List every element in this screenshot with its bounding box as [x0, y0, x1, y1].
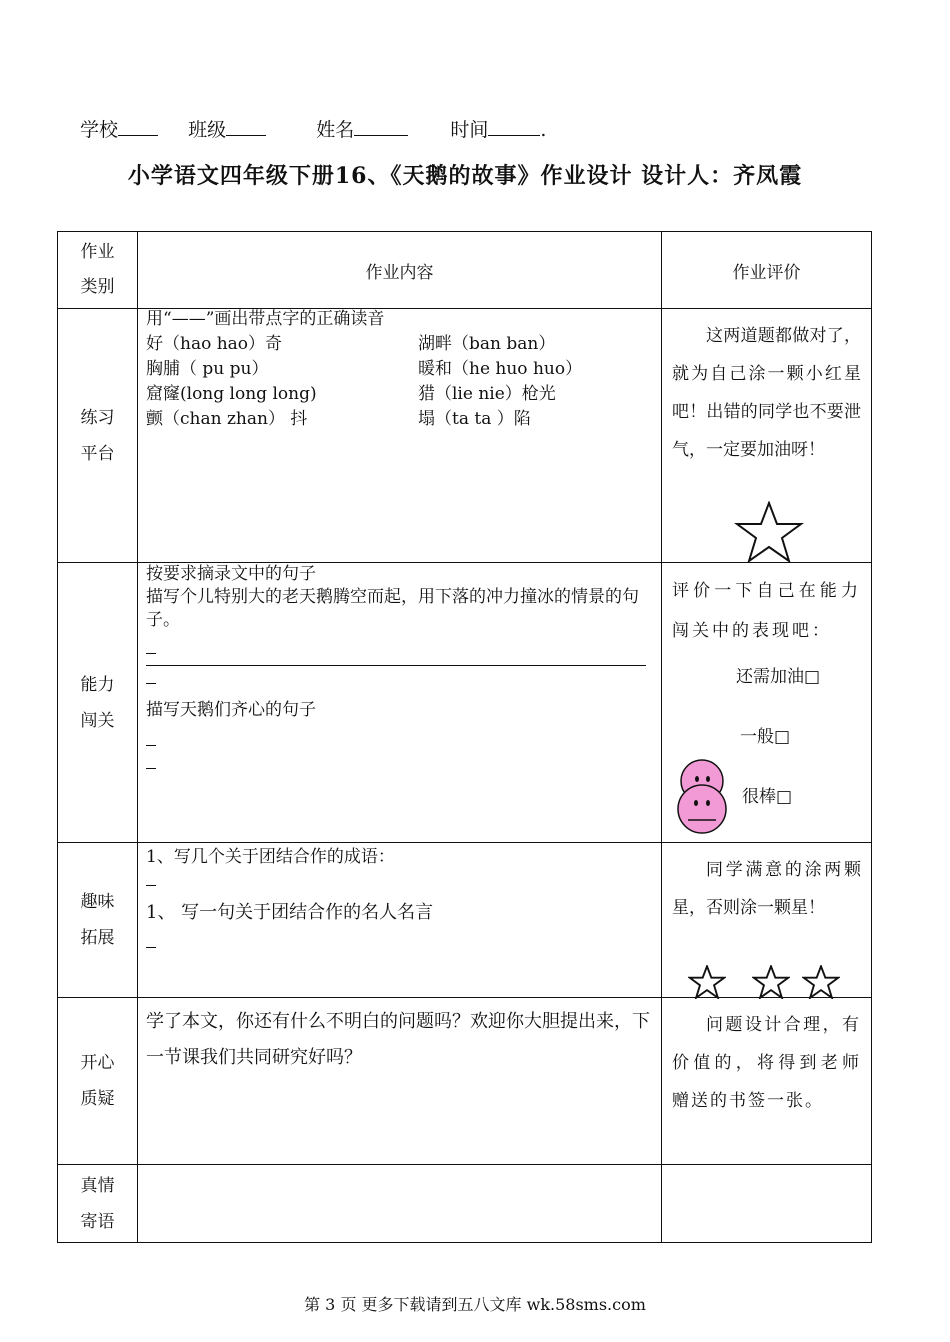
answer-line[interactable] [146, 871, 156, 886]
extension-evaluation [662, 843, 872, 998]
ability-content [138, 563, 662, 843]
name-blank[interactable] [354, 117, 408, 136]
category-ability: 能力闯关 [58, 563, 138, 843]
page-title: 小学语文四年级下册16、《天鹅的故事》作业设计 设计人：齐凤霞 [127, 163, 803, 189]
homework-table [57, 231, 872, 1243]
school-label: 学校 [80, 119, 119, 141]
pinyin-item: 暖和（he huo huo） [418, 359, 583, 379]
ability-instruction: 按要求摘录文中的句子 [146, 564, 316, 584]
ability-task-1: 描写个儿特别大的老天鹅腾空而起，用下落的冲力撞冰的情景的句子。 [146, 587, 639, 630]
extension-eval-text: 同学满意的涂两颗星，否则涂一颗星！ [672, 860, 861, 918]
answer-line[interactable] [146, 731, 156, 746]
student-info-line [80, 115, 546, 142]
ability-evaluation [662, 563, 872, 843]
question-evaluation [662, 998, 872, 1165]
category-extension: 趣味拓展 [58, 843, 138, 998]
practice-content [138, 309, 662, 563]
option-needs-work[interactable]: 还需加油□ [736, 667, 821, 687]
answer-line[interactable] [146, 933, 156, 948]
answer-line[interactable] [146, 669, 156, 684]
star-icon[interactable] [802, 965, 840, 999]
header-eval: 作业评价 [662, 232, 872, 309]
header-type: 作业类别 [58, 232, 138, 309]
message-evaluation [662, 1165, 872, 1243]
class-blank[interactable] [226, 117, 266, 136]
extension-task-2: 1、 写一句关于团结合作的名人名言 [146, 902, 434, 923]
star-icon[interactable] [688, 965, 726, 999]
time-label: 时间 [450, 119, 489, 141]
name-label: 姓名 [316, 119, 355, 141]
pinyin-item: 猎（lie nie）枪光 [418, 384, 556, 404]
star-icon[interactable] [734, 501, 804, 563]
pinyin-item: 胸脯（ pu pu） [146, 359, 269, 379]
page-footer: 第 3 页 更多下载请到五八文库 wk.58sms.com [304, 1295, 646, 1314]
ability-eval-text: 评价一下自己在能力闯关中的表现吧： [672, 581, 861, 641]
category-practice: 练习平台 [58, 309, 138, 563]
pinyin-item: 塌（ta ta ）陷 [418, 409, 531, 429]
extension-content [138, 843, 662, 998]
question-eval-text: 问题设计合理，有价值的，将得到老师赠送的书签一张。 [672, 1015, 861, 1111]
option-average[interactable]: 一般□ [740, 727, 791, 747]
header-content: 作业内容 [138, 232, 662, 309]
pinyin-item: 窟窿(long long long) [146, 384, 317, 404]
question-content [138, 998, 662, 1165]
smiley-face-icon [670, 759, 736, 835]
extension-task-1: 1、写几个关于团结合作的成语： [146, 847, 395, 867]
answer-line[interactable] [146, 665, 646, 666]
question-text: 学了本文，你还有什么不明白的问题吗？欢迎你大胆提出来，下一节课我们共同研究好吗？ [146, 1011, 650, 1068]
category-question: 开心质疑 [58, 998, 138, 1165]
option-great[interactable]: 很棒□ [742, 787, 793, 807]
end-mark: . [540, 119, 547, 141]
pinyin-item: 颤（chan zhan） 抖 [146, 409, 308, 429]
school-blank[interactable] [118, 117, 158, 136]
pinyin-item: 好（hao hao）奇 [146, 334, 283, 354]
star-icon[interactable] [752, 965, 790, 999]
practice-evaluation [662, 309, 872, 563]
pinyin-item: 湖畔（ban ban） [418, 334, 556, 354]
time-blank[interactable] [488, 117, 540, 136]
practice-eval-text: 这两道题都做对了，就为自己涂一颗小红星吧！出错的同学也不要泄气，一定要加油呀！ [672, 326, 861, 460]
class-label: 班级 [188, 119, 227, 141]
message-content[interactable] [138, 1165, 662, 1243]
answer-line[interactable] [146, 754, 156, 769]
pinyin-grid [146, 332, 653, 432]
ability-task-2: 描写天鹅们齐心的句子 [146, 700, 316, 720]
answer-line[interactable] [146, 639, 156, 654]
practice-instruction: 用“——”画出带点字的正确读音 [146, 309, 385, 329]
category-message: 真情寄语 [58, 1165, 138, 1243]
